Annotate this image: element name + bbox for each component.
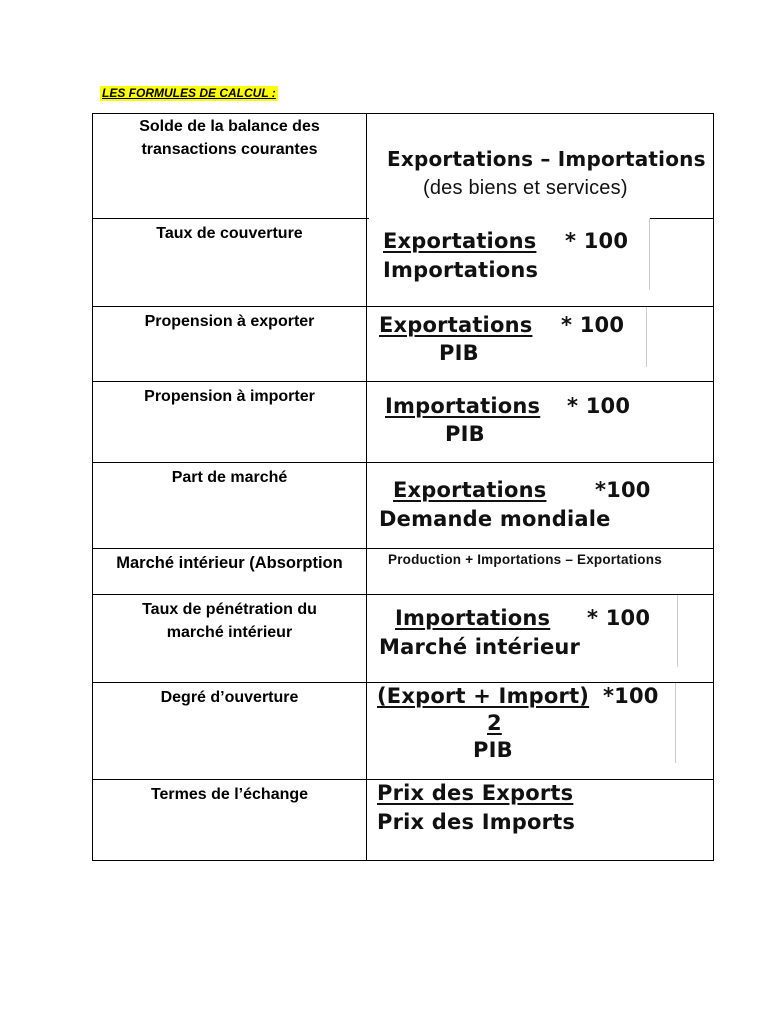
- label-text: Termes de l’échange: [150, 786, 309, 803]
- formula-denominator: PIB: [439, 341, 479, 365]
- formula-multiplier: *100: [595, 478, 651, 502]
- table-row: [93, 382, 714, 463]
- table-row: [93, 780, 714, 861]
- formula-multiplier: * 100: [587, 606, 651, 630]
- label-text: Part de marché: [171, 469, 288, 486]
- row-label-propension-exporter: [93, 307, 367, 382]
- row-label-degre-ouverture: [93, 683, 367, 780]
- row-label-taux-penetration: [93, 595, 367, 683]
- formula-denominator: PIB: [473, 738, 513, 762]
- formula-denominator: Marché intérieur: [379, 635, 581, 659]
- formula-cell-propension-exporter: [367, 307, 714, 382]
- formula-cell-propension-importer: [367, 382, 714, 463]
- formula-cell-solde: [367, 114, 714, 219]
- formula-numerator: Importations: [395, 606, 551, 630]
- table-row: [93, 219, 714, 307]
- formula-text: Production + Importations – Exportations: [388, 552, 662, 567]
- label-text: Degré d’ouverture: [160, 689, 299, 706]
- formula-numerator: Exportations: [393, 478, 547, 502]
- page-heading: LES FORMULES DE CALCUL :: [102, 86, 276, 100]
- formula-cell-marche-interieur: [367, 549, 714, 595]
- formula-numerator: Exportations: [379, 313, 533, 337]
- row-label-part-marche: [93, 463, 367, 549]
- formula-numerator: Prix des Exports: [377, 781, 574, 805]
- formula-multiplier: *100: [603, 684, 659, 708]
- label-text: Taux de couverture: [156, 225, 303, 242]
- table-row: [93, 114, 714, 219]
- formula-multiplier: * 100: [567, 394, 631, 418]
- formula-denominator: Importations: [383, 258, 539, 282]
- label-text: Propension à exporter: [144, 313, 315, 330]
- formula-numerator: Importations: [385, 394, 541, 418]
- formulas-table: [92, 113, 714, 861]
- table-row: [93, 595, 714, 683]
- formula-line2: (des biens et services): [423, 177, 628, 199]
- formula-denominator: Prix des Imports: [377, 810, 576, 834]
- row-label-solde: [93, 114, 367, 219]
- table-row: [93, 307, 714, 382]
- formula-line1: Exportations – Importations: [387, 147, 706, 171]
- label-line: Taux de pénétration du: [142, 601, 317, 618]
- row-label-propension-importer: [93, 382, 367, 463]
- formula-cell-part-marche: [367, 463, 714, 549]
- table-row: [93, 683, 714, 780]
- label-line: transactions courantes: [141, 141, 318, 158]
- formula-multiplier: * 100: [565, 229, 629, 253]
- label-text: Marché intérieur (Absorption: [116, 554, 343, 572]
- label-line: marché intérieur: [166, 624, 293, 641]
- formula-numerator: (Export + Import): [377, 684, 590, 708]
- formula-middle: 2: [487, 711, 502, 735]
- row-label-taux-couverture: [93, 219, 367, 307]
- label-line: Solde de la balance des: [139, 118, 320, 135]
- formula-cell-termes-echange: [367, 780, 714, 861]
- formula-cell-degre-ouverture: [367, 683, 714, 780]
- formula-multiplier: * 100: [561, 313, 625, 337]
- table-row: [93, 463, 714, 549]
- table-row: [93, 549, 714, 595]
- row-label-termes-echange: [93, 780, 367, 861]
- label-text: Propension à importer: [144, 388, 315, 405]
- formula-denominator: Demande mondiale: [379, 507, 611, 531]
- row-label-marche-interieur: [93, 549, 367, 595]
- formula-denominator: PIB: [445, 422, 485, 446]
- formula-numerator: Exportations: [383, 229, 537, 253]
- formula-cell-taux-penetration: [367, 595, 714, 683]
- formula-cell-taux-couverture: [367, 219, 714, 307]
